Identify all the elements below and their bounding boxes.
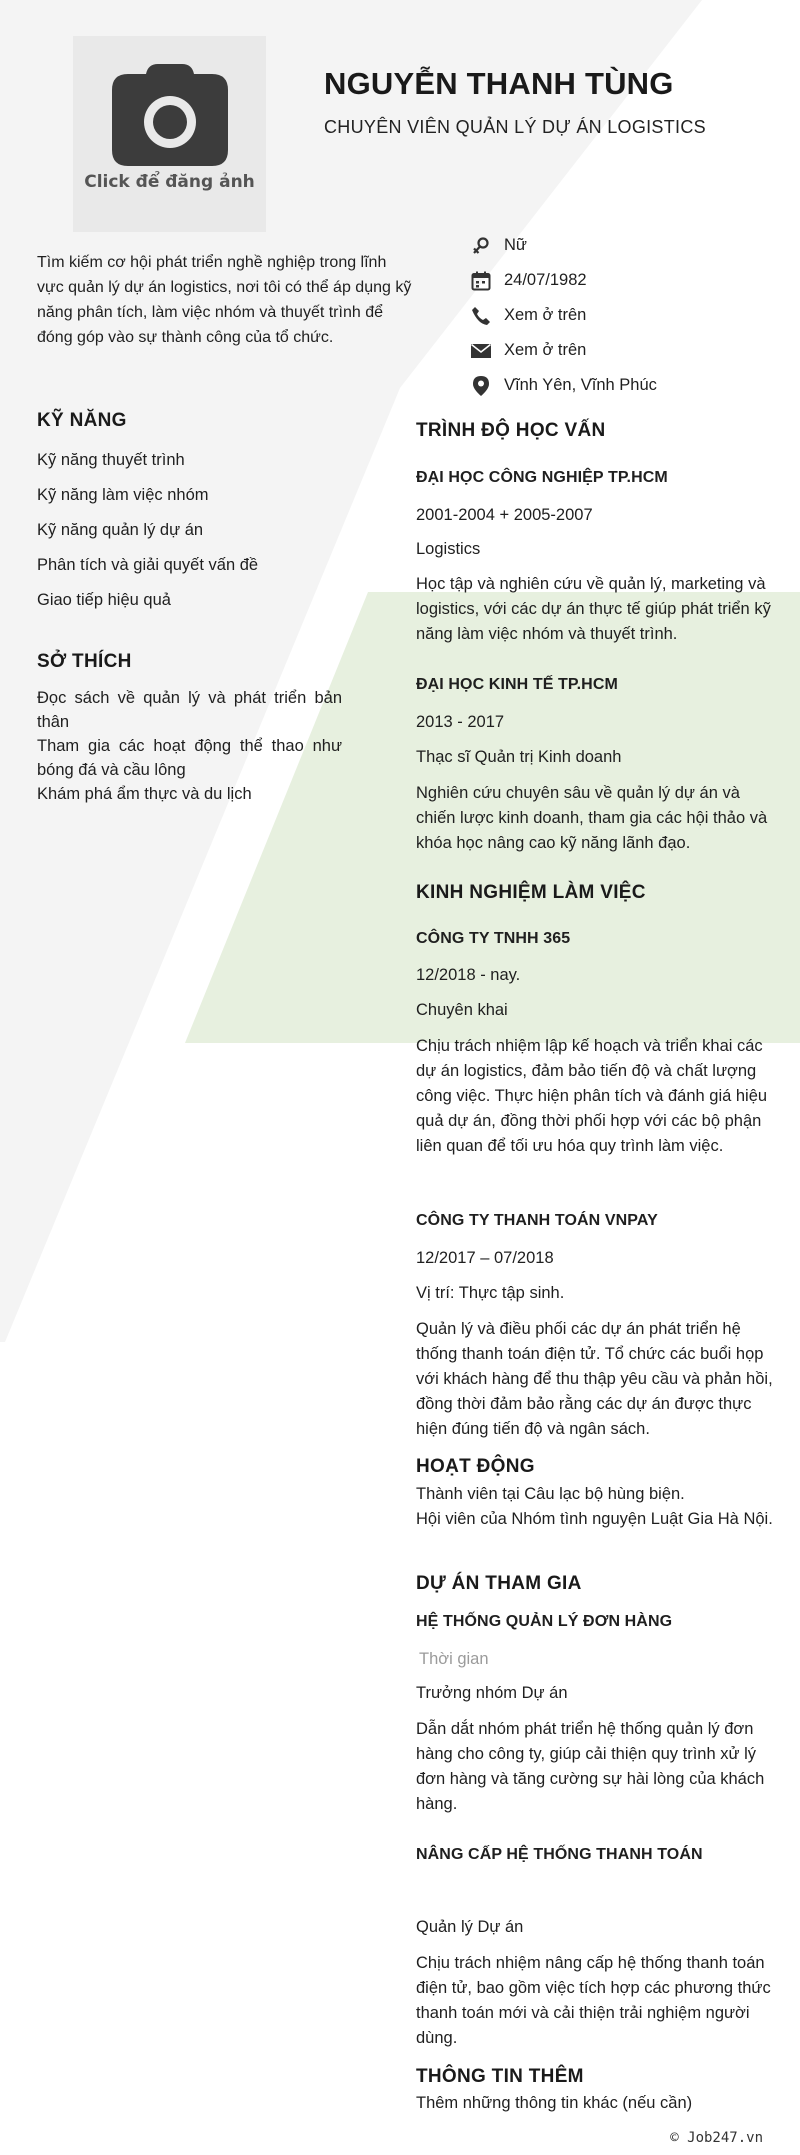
contact-phone: Xem ở trên [470, 298, 770, 333]
hobby-item: Tham gia các hoạt động thể thao như bóng đá và cầu lông [37, 737, 342, 779]
avatar-caption: Click để đăng ảnh [84, 172, 255, 192]
activity-line: Hội viên của Nhóm tình nguyện Luật Gia Hà Nội. [416, 1510, 773, 1528]
skill-item: Giao tiếp hiệu quả [37, 591, 171, 609]
mail-icon [470, 340, 492, 362]
contact-info [470, 228, 770, 403]
experience-heading: KINH NGHIỆM LÀM VIỆC [416, 882, 646, 903]
education-major: Thạc sĩ Quản trị Kinh doanh [416, 748, 622, 766]
education-school: ĐẠI HỌC KINH TẾ TP.HCM [416, 676, 618, 693]
education-school: ĐẠI HỌC CÔNG NGHIỆP TP.HCM [416, 469, 668, 486]
experience-description: Chịu trách nhiệm lập kế hoạch và triển khai các dự án logistics, đảm bảo tiến độ và chất lượng công việc. Thực hiện phân tích và đánh giá hiệu quả dự án, đồng thời phối hợp với các bộ phận liên quan để tối ưu hóa quy trình làm việc. [416, 1037, 768, 1155]
hobby-item: Khám phá ẩm thực và du lịch [37, 785, 252, 803]
project-description: Dẫn dắt nhóm phát triển hệ thống quản lý đơn hàng cho công ty, giúp cải thiện quy trình xử lý đơn hàng và tăng cường sự hài lòng của khách hàng. [416, 1720, 765, 1813]
gender-icon [470, 235, 492, 257]
phone-icon [470, 305, 492, 327]
education-description: Nghiên cứu chuyên sâu về quản lý dự án và chiến lược kinh doanh, tham gia các hội thảo và khóa học nâng cao kỹ năng lãnh đạo. [416, 784, 768, 852]
experience-position: Chuyên khai [416, 1001, 508, 1019]
experience-description: Quản lý và điều phối các dự án phát triển hệ thống thanh toán điện tử. Tổ chức các buổi họp với khách hàng để thu thập yêu cầu và phản hồi, đồng thời đảm bảo rằng các dự án được thực hiện đúng tiến độ và ngân sách. [416, 1320, 773, 1438]
skill-item: Kỹ năng làm việc nhóm [37, 486, 209, 504]
camera-icon [112, 64, 228, 166]
skill-item: Kỹ năng thuyết trình [37, 451, 185, 469]
contact-birthday: 24/07/1982 [470, 263, 770, 298]
experience-time: 12/2017 – 07/2018 [416, 1249, 554, 1267]
extra-info-heading: THÔNG TIN THÊM [416, 2066, 584, 2087]
education-heading: TRÌNH ĐỘ HỌC VẤN [416, 420, 606, 441]
contact-gender: Nữ [470, 228, 770, 263]
avatar-upload[interactable] [73, 36, 266, 232]
project-role: Quản lý Dự án [416, 1918, 524, 1936]
hobbies-heading: SỞ THÍCH [37, 651, 132, 672]
activity-line: Thành viên tại Câu lạc bộ hùng biện. [416, 1485, 685, 1503]
project-role: Trưởng nhóm Dự án [416, 1684, 568, 1702]
calendar-icon [470, 270, 492, 292]
extra-info-text: Thêm những thông tin khác (nếu cần) [416, 2094, 693, 2112]
skill-item: Phân tích và giải quyết vấn đề [37, 556, 259, 574]
project-time[interactable]: Thời gian [419, 1650, 489, 1668]
skills-heading: KỸ NĂNG [37, 410, 127, 431]
contact-address: Vĩnh Yên, Vĩnh Phúc [470, 368, 770, 403]
footer-copyright: © Job247.vn [670, 2130, 763, 2146]
education-time: 2001-2004 + 2005-2007 [416, 506, 593, 524]
career-objective: Tìm kiếm cơ hội phát triển nghề nghiệp trong lĩnh vực quản lý dự án logistics, nơi tôi có thể áp dụng kỹ năng phân tích, làm việc nhóm và thuyết trình để đóng góp vào sự thành công của tổ chức. [37, 254, 412, 346]
contact-email: Xem ở trên [470, 333, 770, 368]
project-name: HỆ THỐNG QUẢN LÝ ĐƠN HÀNG [416, 1613, 673, 1630]
experience-position: Vị trí: Thực tập sinh. [416, 1284, 565, 1302]
education-description: Học tập và nghiên cứu về quản lý, marketing và logistics, với các dự án thực tế giúp phát triển kỹ năng làm việc nhóm và thuyết trình. [416, 575, 771, 643]
candidate-name: NGUYỄN THANH TÙNG [324, 66, 674, 101]
skills-list [37, 450, 377, 625]
education-time: 2013 - 2017 [416, 713, 505, 731]
experience-company: CÔNG TY TNHH 365 [416, 930, 571, 947]
hobby-item: Đọc sách về quản lý và phát triển bản thân [37, 689, 342, 731]
location-pin-icon [470, 375, 492, 397]
project-description: Chịu trách nhiệm nâng cấp hệ thống thanh toán điện tử, bao gồm việc tích hợp các phương thức thanh toán mới và cải thiện trải nghiệm người dùng. [416, 1954, 771, 2047]
experience-company: CÔNG TY THANH TOÁN VNPAY [416, 1212, 658, 1229]
job-title: CHUYÊN VIÊN QUẢN LÝ DỰ ÁN LOGISTICS [324, 117, 706, 137]
projects-heading: DỰ ÁN THAM GIA [416, 1573, 582, 1594]
education-major: Logistics [416, 540, 481, 558]
activities-heading: HOẠT ĐỘNG [416, 1456, 535, 1477]
hobbies-list [37, 686, 342, 806]
experience-time: 12/2018 - nay. [416, 966, 521, 984]
project-name: NÂNG CẤP HỆ THỐNG THANH TOÁN [416, 1846, 703, 1863]
skill-item: Kỹ năng quản lý dự án [37, 521, 204, 539]
